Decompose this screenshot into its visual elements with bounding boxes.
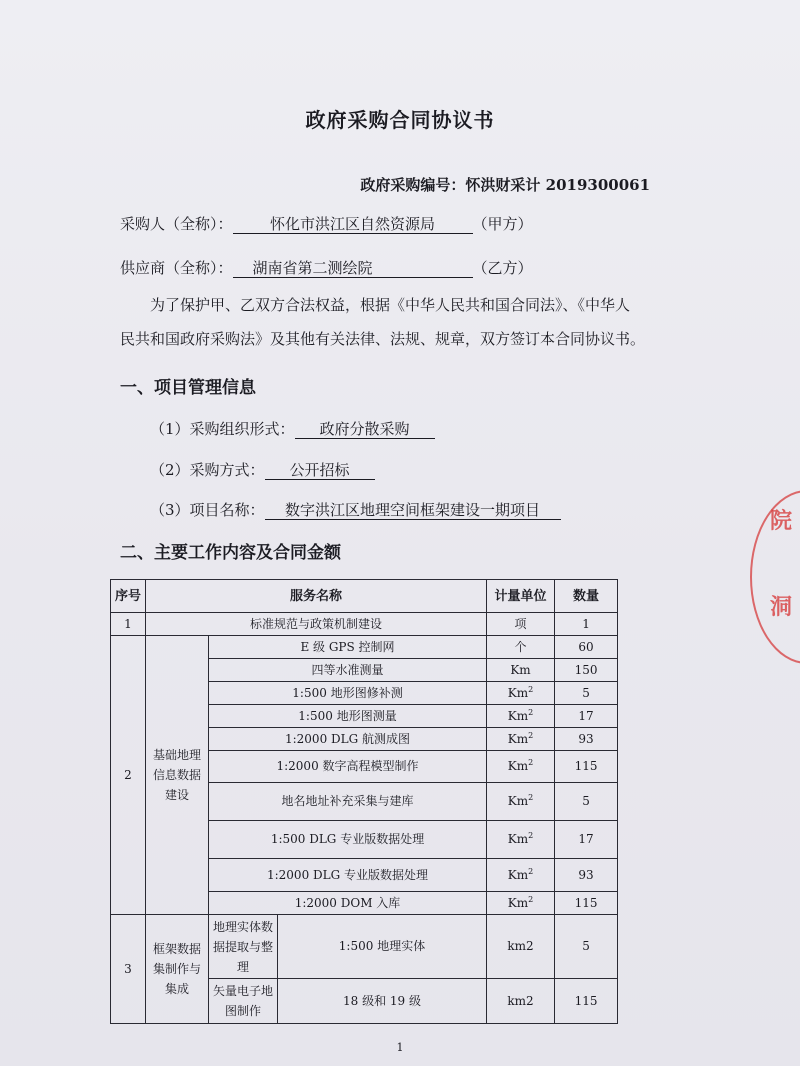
item1-line [150, 418, 435, 439]
unit-superscript: 2 [528, 866, 534, 876]
g2-item-unit: Km [487, 659, 555, 682]
g2-item-qty: 60 [555, 636, 618, 659]
intro-paragraph [120, 288, 690, 356]
buyer-line [120, 213, 533, 234]
g2-item-unit [487, 705, 555, 728]
red-seal-stamp [760, 490, 800, 660]
work-content-table [110, 579, 618, 1024]
g2-item-name: 地名地址补充采集与建库 [209, 783, 487, 821]
page-number: 1 [396, 1041, 404, 1054]
unit-text: Km [507, 759, 529, 773]
supplier-label: 供应商（全称）： [120, 259, 233, 277]
unit-superscript: 2 [528, 758, 534, 767]
row1-qty: 1 [555, 613, 618, 636]
g3-sub1-name: 1:500 地理实体 [278, 915, 487, 979]
g2-item-qty: 93 [555, 728, 618, 751]
g2-item-unit [487, 751, 555, 783]
unit-text: Km [507, 867, 529, 882]
document-title: 政府采购合同协议书 [305, 108, 495, 132]
supplier-name: 湖南省第二测绘院 [233, 259, 473, 278]
unit-superscript: 2 [528, 831, 534, 840]
g3-sub1-qty: 5 [555, 915, 618, 979]
g3-sub2-label: 矢量电子地图制作 [209, 979, 278, 1024]
header-unit: 计量单位 [487, 580, 555, 613]
g2-item-unit [487, 892, 555, 915]
g3-sub2-unit: km2 [487, 979, 555, 1024]
buyer-name: 怀化市洪江区自然资源局 [233, 215, 473, 234]
g2-item-qty: 93 [555, 859, 618, 892]
section1-title: 一、项目管理信息 [120, 378, 256, 398]
item2-label: （2）采购方式： [150, 461, 265, 479]
g2-item-qty: 17 [555, 821, 618, 859]
section2-title: 二、主要工作内容及合同金额 [120, 543, 341, 563]
intro-line-2: 民共和国政府采购法》及其他有关法律、法规、规章，双方签订本合同协议书。 [120, 330, 646, 348]
seal-char-1: 院 [769, 508, 792, 534]
supplier-line [120, 257, 533, 278]
unit-superscript: 2 [528, 707, 534, 717]
table-header-row [111, 580, 618, 613]
unit-text: Km [507, 895, 529, 910]
g2-item-name: 1:2000 DLG 航测成图 [209, 728, 487, 751]
row1-unit: 项 [487, 613, 555, 636]
unit-text: Km [507, 731, 529, 746]
row1-no: 1 [111, 613, 146, 636]
unit-superscript: 2 [528, 894, 534, 904]
unit-text: Km [507, 685, 529, 700]
g2-item-qty: 5 [555, 682, 618, 705]
g2-item-unit: 个 [487, 636, 555, 659]
g2-item-unit [487, 783, 555, 821]
row1-service: 标准规范与政策机制建设 [146, 613, 487, 636]
group3-category: 框架数据集制作与集成 [146, 915, 209, 1024]
header-no: 序号 [111, 580, 146, 613]
table-row [111, 636, 618, 659]
item1-label: （1）采购组织形式： [150, 420, 295, 438]
table-row [111, 613, 618, 636]
g2-item-qty: 5 [555, 783, 618, 821]
g2-item-unit [487, 682, 555, 705]
g2-item-name: 1:500 地形图测量 [209, 705, 487, 728]
group2-category: 基础地理信息数据建设 [146, 636, 209, 915]
g2-item-name: E 级 GPS 控制网 [209, 636, 487, 659]
g2-item-unit [487, 821, 555, 859]
buyer-label: 采购人（全称）： [120, 215, 233, 233]
g3-sub2-qty: 115 [555, 979, 618, 1024]
item2-value: 公开招标 [265, 461, 375, 480]
header-service: 服务名称 [146, 580, 487, 613]
supplier-party: （乙方） [472, 259, 533, 277]
g2-item-qty: 115 [555, 892, 618, 915]
unit-superscript: 2 [528, 793, 534, 802]
unit-text: Km [507, 794, 529, 808]
g2-item-name: 1:500 地形图修补测 [209, 682, 487, 705]
procurement-number: 政府采购编号：怀洪财采计 2019300061 [360, 176, 650, 194]
g2-item-name: 四等水准测量 [209, 659, 487, 682]
unit-superscript: 2 [528, 730, 534, 740]
unit-text: Km [507, 832, 529, 846]
buyer-party: （甲方） [472, 215, 533, 233]
unit-text: Km [507, 708, 529, 723]
g3-sub1-unit: km2 [487, 915, 555, 979]
g2-item-name: 1:500 DLG 专业版数据处理 [209, 821, 487, 859]
g2-item-name: 1:2000 数字高程模型制作 [209, 751, 487, 783]
item1-value: 政府分散采购 [295, 420, 435, 439]
item3-label: （3）项目名称： [150, 501, 265, 519]
g2-item-name: 1:2000 DOM 入库 [209, 892, 487, 915]
group2-no: 2 [111, 636, 146, 915]
g2-item-qty: 150 [555, 659, 618, 682]
g2-item-name: 1:2000 DLG 专业版数据处理 [209, 859, 487, 892]
unit-superscript: 2 [528, 684, 534, 694]
header-qty: 数量 [555, 580, 618, 613]
g3-sub2-name: 18 级和 19 级 [278, 979, 487, 1024]
table-row [111, 915, 618, 979]
group3-no: 3 [111, 915, 146, 1024]
item3-line [150, 499, 561, 520]
g2-item-qty: 115 [555, 751, 618, 783]
g2-item-unit [487, 859, 555, 892]
seal-char-2: 洞 [769, 594, 792, 620]
g2-item-qty: 17 [555, 705, 618, 728]
g2-item-unit [487, 728, 555, 751]
intro-line-1: 为了保护甲、乙双方合法权益，根据《中华人民共和国合同法》、《中华人 [150, 296, 631, 314]
g3-sub1-label: 地理实体数据提取与整理 [209, 915, 278, 979]
item2-line [150, 459, 375, 480]
item3-value: 数字洪江区地理空间框架建设一期项目 [265, 501, 561, 520]
